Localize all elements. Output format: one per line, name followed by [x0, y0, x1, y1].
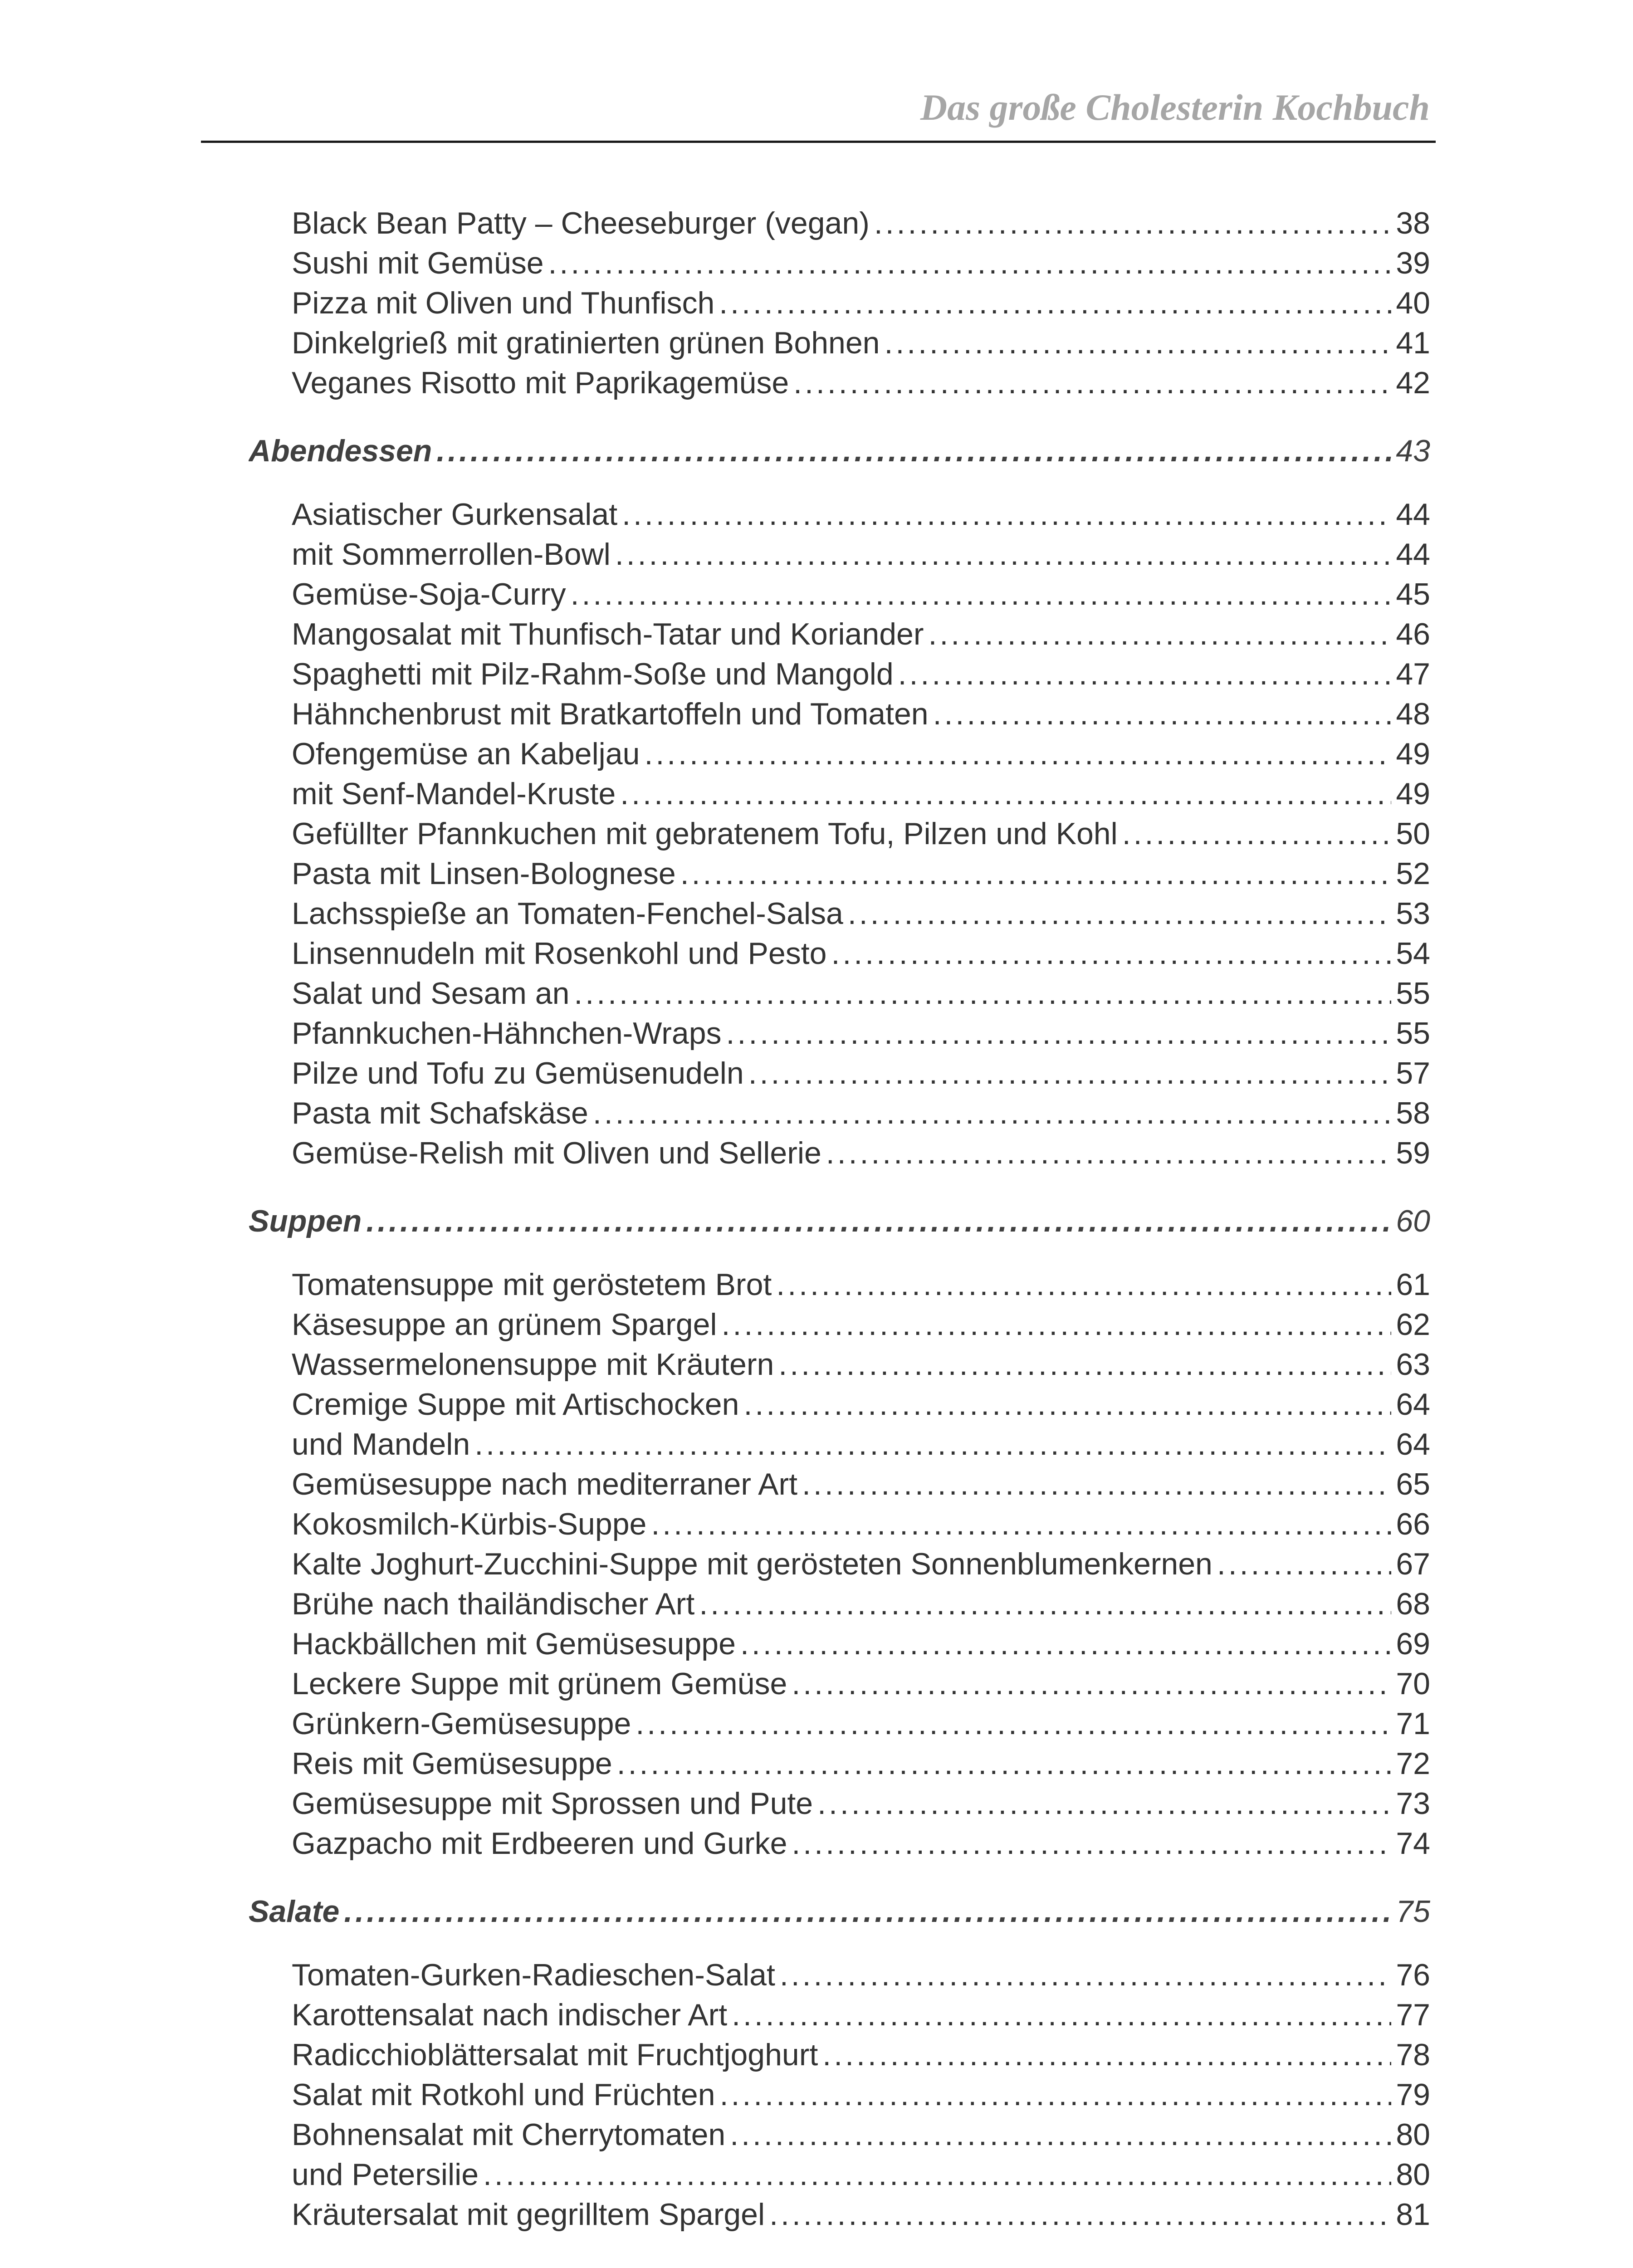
toc-leader-dots [615, 534, 1392, 574]
toc-entry [249, 614, 1430, 654]
toc-entry-title: Black Bean Patty – Cheeseburger (vegan) [292, 206, 870, 240]
toc-entry-title: Gemüse-Relish mit Oliven und Sellerie [292, 1136, 821, 1170]
toc-leader-dots [617, 1744, 1392, 1784]
toc-entry [249, 1265, 1430, 1305]
toc-leader-dots [651, 1504, 1391, 1544]
toc-leader-dots [574, 973, 1391, 1013]
toc-leader-dots [884, 323, 1391, 363]
toc-section-heading [249, 1892, 1430, 1931]
toc-page-number: 43 [1396, 434, 1430, 468]
toc-entry-title: Dinkelgrieß mit gratinierten grünen Bohnen [292, 326, 880, 360]
table-of-contents [249, 203, 1430, 2234]
toc-entry [249, 774, 1430, 814]
toc-entry-title: Lachsspieße an Tomaten-Fenchel-Salsa [292, 896, 843, 931]
toc-leader-dots [743, 1384, 1391, 1424]
toc-entry [249, 2035, 1430, 2075]
toc-entry [249, 574, 1430, 614]
header-rule [201, 141, 1436, 143]
toc-entry [249, 1823, 1430, 1863]
toc-leader-dots [726, 1013, 1392, 1053]
toc-entry [249, 1384, 1430, 1424]
toc-entry-title: Salat und Sesam an [292, 976, 570, 1011]
toc-page-number: 45 [1396, 577, 1430, 611]
toc-leader-dots [548, 243, 1392, 283]
toc-page-number: 80 [1396, 2157, 1430, 2192]
toc-entry-title: Bohnensalat mit Cherrytomaten [292, 2117, 726, 2152]
toc-leader-dots [792, 1664, 1391, 1704]
toc-page-number: 50 [1396, 816, 1430, 851]
toc-entry [249, 2155, 1430, 2195]
toc-entry-title: Gemüsesuppe mit Sprossen und Pute [292, 1786, 813, 1821]
toc-entry-title: Grünkern-Gemüsesuppe [292, 1706, 631, 1741]
toc-page-number: 63 [1396, 1347, 1430, 1382]
toc-leader-dots [817, 1784, 1391, 1823]
toc-entry-title: Pasta mit Linsen-Bolognese [292, 856, 676, 891]
toc-entry-title: Ofengemüse an Kabeljau [292, 737, 640, 771]
toc-page-number: 66 [1396, 1507, 1430, 1541]
toc-page-number: 49 [1396, 737, 1430, 771]
toc-entry [249, 1305, 1430, 1344]
toc-leader-dots [874, 203, 1392, 243]
toc-entry [249, 363, 1430, 403]
toc-entry [249, 1624, 1430, 1664]
toc-entry [249, 1784, 1430, 1823]
toc-page-number: 58 [1396, 1096, 1430, 1130]
toc-leader-dots [474, 1424, 1391, 1464]
toc-leader-dots [792, 1823, 1391, 1863]
toc-page-number: 76 [1396, 1958, 1430, 1992]
toc-entry [249, 1664, 1430, 1704]
toc-page-number: 77 [1396, 1998, 1430, 2032]
toc-entry [249, 534, 1430, 574]
toc-leader-dots [1122, 814, 1392, 854]
toc-leader-dots [719, 283, 1391, 323]
toc-entry-title: Karottensalat nach indischer Art [292, 1998, 728, 2032]
toc-section-heading [249, 1201, 1430, 1241]
toc-entry-title: Käsesuppe an grünem Spargel [292, 1307, 717, 1342]
toc-page-number: 74 [1396, 1826, 1430, 1861]
toc-entry-title: Spaghetti mit Pilz-Rahm-Soße und Mangold [292, 657, 894, 691]
toc-leader-dots [483, 2155, 1391, 2195]
toc-page-number: 39 [1396, 246, 1430, 280]
toc-entry [249, 934, 1430, 973]
toc-entry [249, 654, 1430, 694]
toc-entry-title: Cremige Suppe mit Artischocken [292, 1387, 739, 1422]
toc-entry [249, 2195, 1430, 2234]
toc-entry-title: Pfannkuchen-Hähnchen-Wraps [292, 1016, 722, 1051]
toc-entry [249, 1464, 1430, 1504]
toc-leader-dots [344, 1892, 1391, 1931]
toc-page-number: 73 [1396, 1786, 1430, 1821]
toc-entry [249, 1704, 1430, 1744]
toc-leader-dots [802, 1464, 1391, 1504]
toc-page-number: 53 [1396, 896, 1430, 931]
toc-leader-dots [732, 1995, 1391, 2035]
toc-leader-dots [769, 2195, 1391, 2234]
toc-entry [249, 1053, 1430, 1093]
toc-entry [249, 1504, 1430, 1544]
toc-entry-title: Pizza mit Oliven und Thunfisch [292, 286, 715, 320]
toc-entry [249, 814, 1430, 854]
toc-leader-dots [928, 614, 1391, 654]
toc-leader-dots [778, 1344, 1391, 1384]
toc-page-number: 61 [1396, 1267, 1430, 1302]
toc-entry-title: Kokosmilch-Kürbis-Suppe [292, 1507, 647, 1541]
toc-entry-title: und Mandeln [292, 1427, 470, 1461]
toc-entry-title: Gazpacho mit Erdbeeren und Gurke [292, 1826, 787, 1861]
toc-page-number: 75 [1396, 1894, 1430, 1929]
toc-entry-title: Hackbällchen mit Gemüsesuppe [292, 1627, 736, 1661]
toc-page-number: 46 [1396, 617, 1430, 651]
toc-entry-title: Mangosalat mit Thunfisch-Tatar und Koriander [292, 617, 924, 651]
running-head-title: Das große Cholesterin Kochbuch [920, 87, 1430, 128]
toc-entry [249, 894, 1430, 934]
toc-page-number: 55 [1396, 976, 1430, 1011]
toc-page-number: 60 [1396, 1204, 1430, 1238]
toc-page-number: 71 [1396, 1706, 1430, 1741]
toc-entry-title: Kalte Joghurt-Zucchini-Suppe mit gerösteten Sonnenblumenkernen [292, 1547, 1213, 1581]
toc-leader-dots [730, 2115, 1391, 2155]
toc-leader-dots [366, 1201, 1391, 1241]
toc-entry-title: Radicchioblättersalat mit Fruchtjoghurt [292, 2038, 818, 2072]
toc-page-number: 49 [1396, 777, 1430, 811]
toc-leader-dots [720, 2075, 1392, 2115]
toc-leader-dots [748, 1053, 1392, 1093]
toc-entry [249, 1744, 1430, 1784]
toc-page-number: 62 [1396, 1307, 1430, 1342]
toc-page-number: 52 [1396, 856, 1430, 891]
toc-leader-dots [644, 734, 1391, 774]
toc-leader-dots [793, 363, 1391, 403]
toc-page-number: 81 [1396, 2197, 1430, 2232]
toc-entry [249, 2115, 1430, 2155]
toc-leader-dots [622, 494, 1391, 534]
toc-entry-title: Hähnchenbrust mit Bratkartoffeln und Tomaten [292, 697, 929, 731]
toc-entry [249, 1955, 1430, 1995]
toc-leader-dots [722, 1305, 1392, 1344]
toc-entry-title: Pasta mit Schafskäse [292, 1096, 588, 1130]
toc-leader-dots [680, 854, 1392, 894]
toc-leader-dots [699, 1584, 1391, 1624]
toc-section-heading [249, 431, 1430, 471]
toc-leader-dots [636, 1704, 1391, 1744]
toc-entry [249, 283, 1430, 323]
toc-page-number: 72 [1396, 1746, 1430, 1781]
toc-entry-title: Kräutersalat mit gegrilltem Spargel [292, 2197, 765, 2232]
toc-page-number: 79 [1396, 2077, 1430, 2112]
toc-entry [249, 694, 1430, 734]
toc-page-number: 64 [1396, 1387, 1430, 1422]
toc-entry-title: Linsennudeln mit Rosenkohl und Pesto [292, 936, 827, 971]
toc-page-number: 44 [1396, 537, 1430, 572]
toc-page-number: 80 [1396, 2117, 1430, 2152]
toc-section-title: Abendessen [249, 434, 432, 468]
toc-section-title: Suppen [249, 1204, 362, 1238]
toc-leader-dots [780, 1955, 1392, 1995]
toc-page-number: 59 [1396, 1136, 1430, 1170]
toc-page-number: 67 [1396, 1547, 1430, 1581]
toc-leader-dots [822, 2035, 1391, 2075]
toc-entry-title: mit Sommerrollen-Bowl [292, 537, 611, 572]
toc-section-title: Salate [249, 1894, 340, 1929]
toc-entry-title: und Petersilie [292, 2157, 479, 2192]
toc-entry-title: Gemüse-Soja-Curry [292, 577, 566, 611]
toc-leader-dots [620, 774, 1391, 814]
toc-entry-title: Tomatensuppe mit geröstetem Brot [292, 1267, 772, 1302]
toc-entry-title: Sushi mit Gemüse [292, 246, 544, 280]
toc-leader-dots [776, 1265, 1391, 1305]
toc-entry-title: Gefüllter Pfannkuchen mit gebratenem Tofu, Pilzen und Kohl [292, 816, 1118, 851]
toc-entry [249, 734, 1430, 774]
toc-entry-title: Reis mit Gemüsesuppe [292, 1746, 612, 1781]
toc-page-number: 57 [1396, 1056, 1430, 1090]
toc-entry [249, 203, 1430, 243]
toc-page-number: 70 [1396, 1667, 1430, 1701]
toc-page-number: 78 [1396, 2038, 1430, 2072]
toc-entry-title: Salat mit Rotkohl und Früchten [292, 2077, 715, 2112]
toc-entry [249, 1424, 1430, 1464]
toc-leader-dots [933, 694, 1392, 734]
toc-entry [249, 1093, 1430, 1133]
toc-entry-title: Leckere Suppe mit grünem Gemüse [292, 1667, 787, 1701]
toc-entry [249, 1133, 1430, 1173]
toc-entry [249, 494, 1430, 534]
toc-entry-title: Wassermelonensuppe mit Kräutern [292, 1347, 774, 1382]
toc-page-number: 68 [1396, 1587, 1430, 1621]
toc-entry-title: Gemüsesuppe nach mediterraner Art [292, 1467, 798, 1501]
toc-entry [249, 243, 1430, 283]
toc-page-number: 38 [1396, 206, 1430, 240]
toc-entry-title: Asiatischer Gurkensalat [292, 497, 618, 532]
toc-leader-dots [898, 654, 1392, 694]
toc-entry [249, 854, 1430, 894]
toc-entry [249, 323, 1430, 363]
toc-entry [249, 1584, 1430, 1624]
toc-page-number: 54 [1396, 936, 1430, 971]
toc-entry-title: Brühe nach thailändischer Art [292, 1587, 695, 1621]
toc-entry-title: Pilze und Tofu zu Gemüsenudeln [292, 1056, 744, 1090]
toc-entry-title: Tomaten-Gurken-Radieschen-Salat [292, 1958, 775, 1992]
toc-entry [249, 1544, 1430, 1584]
toc-page-number: 41 [1396, 326, 1430, 360]
toc-entry [249, 2075, 1430, 2115]
toc-page-number: 48 [1396, 697, 1430, 731]
toc-leader-dots [740, 1624, 1391, 1664]
toc-entry-title: Veganes Risotto mit Paprikagemüse [292, 366, 789, 400]
toc-leader-dots [826, 1133, 1392, 1173]
toc-leader-dots [436, 431, 1391, 471]
toc-leader-dots [571, 574, 1392, 614]
toc-page-number: 47 [1396, 657, 1430, 691]
toc-entry-title: mit Senf-Mandel-Kruste [292, 777, 616, 811]
toc-page-number: 69 [1396, 1627, 1430, 1661]
toc-page-number: 55 [1396, 1016, 1430, 1051]
toc-leader-dots [831, 934, 1391, 973]
toc-page-number: 42 [1396, 366, 1430, 400]
toc-page-number: 65 [1396, 1467, 1430, 1501]
toc-page-number: 64 [1396, 1427, 1430, 1461]
toc-entry [249, 1995, 1430, 2035]
toc-entry [249, 1344, 1430, 1384]
toc-entry [249, 973, 1430, 1013]
toc-page-number: 44 [1396, 497, 1430, 532]
toc-leader-dots [848, 894, 1391, 934]
toc-page-number: 40 [1396, 286, 1430, 320]
toc-entry [249, 1013, 1430, 1053]
toc-leader-dots [593, 1093, 1392, 1133]
toc-leader-dots [1217, 1544, 1391, 1584]
